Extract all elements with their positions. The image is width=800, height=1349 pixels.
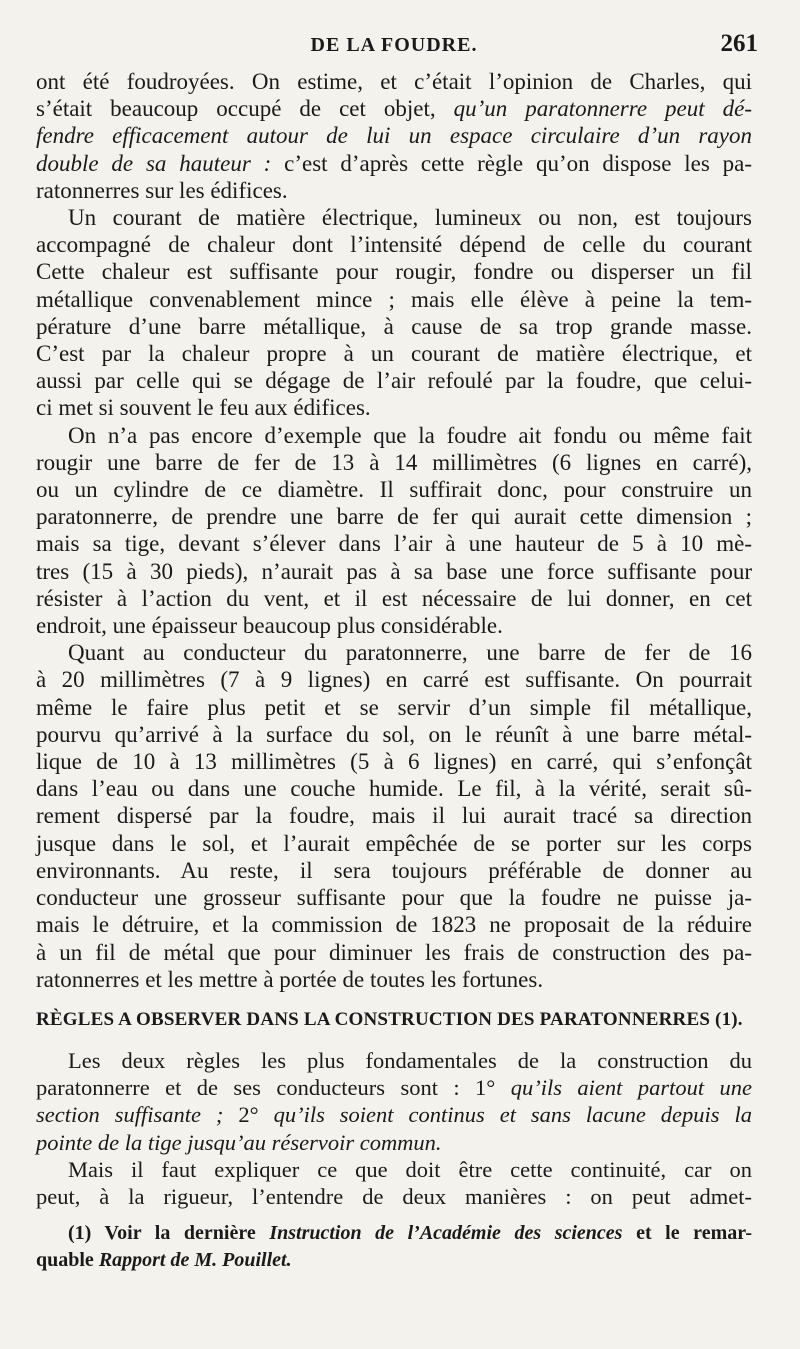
- text-line: Quant au conducteur du paratonnerre, une barre de fer de 16: [68, 640, 752, 666]
- text-line: ratonnerres sur les édifices.: [36, 177, 288, 203]
- italic-run: Rapport de M. Pouillet.: [98, 1249, 292, 1272]
- text-run: s’était beaucoup occupé de cet objet,: [36, 96, 436, 122]
- section-heading: RÈGLES A OBSERVER DANS LA CONSTRUCTION DES PARATONNERRES (1).: [36, 1008, 743, 1030]
- text-line: [36, 150, 752, 177]
- text-line: paratonnerre, de prendre une barre de fer qui aurait cette dimension ;: [36, 504, 752, 530]
- text-line: mais le détruire, et la commission de 1823 ne proposait de la réduire: [36, 912, 752, 938]
- text-run: et le remar-: [636, 1222, 753, 1245]
- text-line: ci met si souvent le feu aux édifices.: [36, 395, 371, 421]
- paragraph-3: [36, 422, 752, 640]
- text-line: ont été foudroyées. On estime, et c’était l’opinion de Charles, qui: [36, 69, 752, 94]
- italic-run: qu’ils aient partout une: [510, 1075, 752, 1101]
- italic-run: fendre efficacement autour de lui un espace circulaire d’un rayon: [36, 123, 752, 149]
- paragraph-2: [36, 204, 752, 422]
- running-head: DE LA FOUDRE.: [310, 34, 478, 56]
- text-line: résister à l’action du vent, et il est nécessaire de lui donner, en cet: [36, 585, 752, 611]
- page-header: [36, 30, 758, 68]
- paragraph-4: [36, 639, 752, 993]
- footnote: [36, 1220, 752, 1274]
- text-line: ou un cylindre de ce diamètre. Il suffirait donc, pour construire un: [36, 477, 752, 503]
- text-line: [36, 95, 752, 122]
- text-line: tres (15 à 30 pieds), n’aurait pas à sa base une force suffisante pour: [36, 558, 752, 584]
- text-line: rougir une barre de fer de 13 à 14 millimètres (6 lignes en carré),: [36, 449, 752, 475]
- text-line: Cette chaleur est suffisante pour rougir, fondre ou disperser un fil: [36, 259, 752, 285]
- italic-run: section suffisante ;: [36, 1102, 224, 1128]
- text-line: C’est par la chaleur propre à un courant de matière électrique, et: [36, 341, 752, 367]
- text-line: Les deux règles les plus fondamentales de la construction du: [68, 1047, 752, 1073]
- text-run: quable: [36, 1249, 94, 1272]
- text-line: mais sa tige, devant s’élever dans l’air à une hauteur de 5 à 10 mè-: [36, 531, 752, 557]
- page-number: 261: [720, 30, 758, 57]
- text-line: dans l’eau ou dans une couche humide. Le fil, à la vérité, serait sû-: [36, 776, 752, 802]
- footnote-line: [36, 1220, 752, 1247]
- italic-run: Instruction de l’Académie des sciences: [269, 1222, 623, 1245]
- text-line: peut, à la rigueur, l’entendre de deux manières : on peut admet-: [36, 1183, 752, 1209]
- text-line: pérature d’une barre métallique, à cause de sa trop grande masse.: [36, 313, 752, 339]
- text-line: conducteur une grosseur suffisante pour que la foudre ne puisse ja-: [36, 885, 752, 911]
- text-line: endroit, une épaisseur beaucoup plus considérable.: [36, 613, 503, 639]
- paragraph-6: [36, 1156, 752, 1210]
- paragraph-5: [36, 1047, 752, 1156]
- text-line: même le faire plus petit et se servir d’un simple fil métallique,: [36, 694, 752, 720]
- text-line: rement dispersé par la foudre, mais il lui aurait tracé sa direction: [36, 803, 752, 829]
- italic-run: double de sa hauteur :: [36, 150, 272, 176]
- text-run: paratonnerre et de ses conducteurs sont : 1°: [36, 1075, 496, 1101]
- text-line: lique de 10 à 13 millimètres (5 à 6 lignes) en carré, qui s’enfonçât: [36, 749, 752, 775]
- text-run: (1) Voir la dernière: [68, 1222, 256, 1245]
- text-line: pourvu qu’arrivé à la surface du sol, on le réunît à une barre métal-: [36, 721, 752, 747]
- text-line: aussi par celle qui se dégage de l’air refoulé par la foudre, que celui-: [36, 368, 752, 394]
- text-line: ratonnerres et les mettre à portée de toutes les fortunes.: [36, 966, 544, 992]
- italic-run: qu’un paratonnerre peut dé-: [453, 96, 752, 122]
- italic-run: qu’ils soient continus et sans lacune depuis la: [273, 1102, 753, 1128]
- text-line: [36, 122, 752, 149]
- text-line: à un fil de métal que pour diminuer les frais de construction des pa-: [36, 939, 752, 965]
- text-line: [36, 1129, 752, 1156]
- text-line: jusque dans le sol, et l’aurait empêchée de se porter sur les corps: [36, 830, 752, 856]
- italic-run: pointe de la tige jusqu’au réservoir commun.: [36, 1129, 442, 1155]
- text-line: [36, 1101, 752, 1128]
- text-line: Un courant de matière électrique, lumineux ou non, est toujours: [68, 205, 752, 231]
- text-run: c’est d’après cette règle qu’on dispose les pa-: [284, 150, 753, 176]
- footnote-line: [36, 1247, 752, 1274]
- text-line: environnants. Au reste, il sera toujours préférable de donner au: [36, 857, 752, 883]
- text-line: On n’a pas encore d’exemple que la foudre ait fondu ou même fait: [68, 422, 752, 448]
- text-line: accompagné de chaleur dont l’intensité dépend de celle du courant: [36, 232, 752, 258]
- text-line: à 20 millimètres (7 à 9 lignes) en carré est suffisante. On pourrait: [36, 667, 752, 693]
- text-run: 2°: [238, 1102, 259, 1128]
- text-line: métallique convenablement mince ; mais elle élève à peine la tem-: [36, 286, 752, 312]
- text-line: [36, 1074, 752, 1101]
- paragraph-1: [36, 68, 752, 204]
- text-line: Mais il faut expliquer ce que doit être cette continuité, car on: [68, 1156, 752, 1182]
